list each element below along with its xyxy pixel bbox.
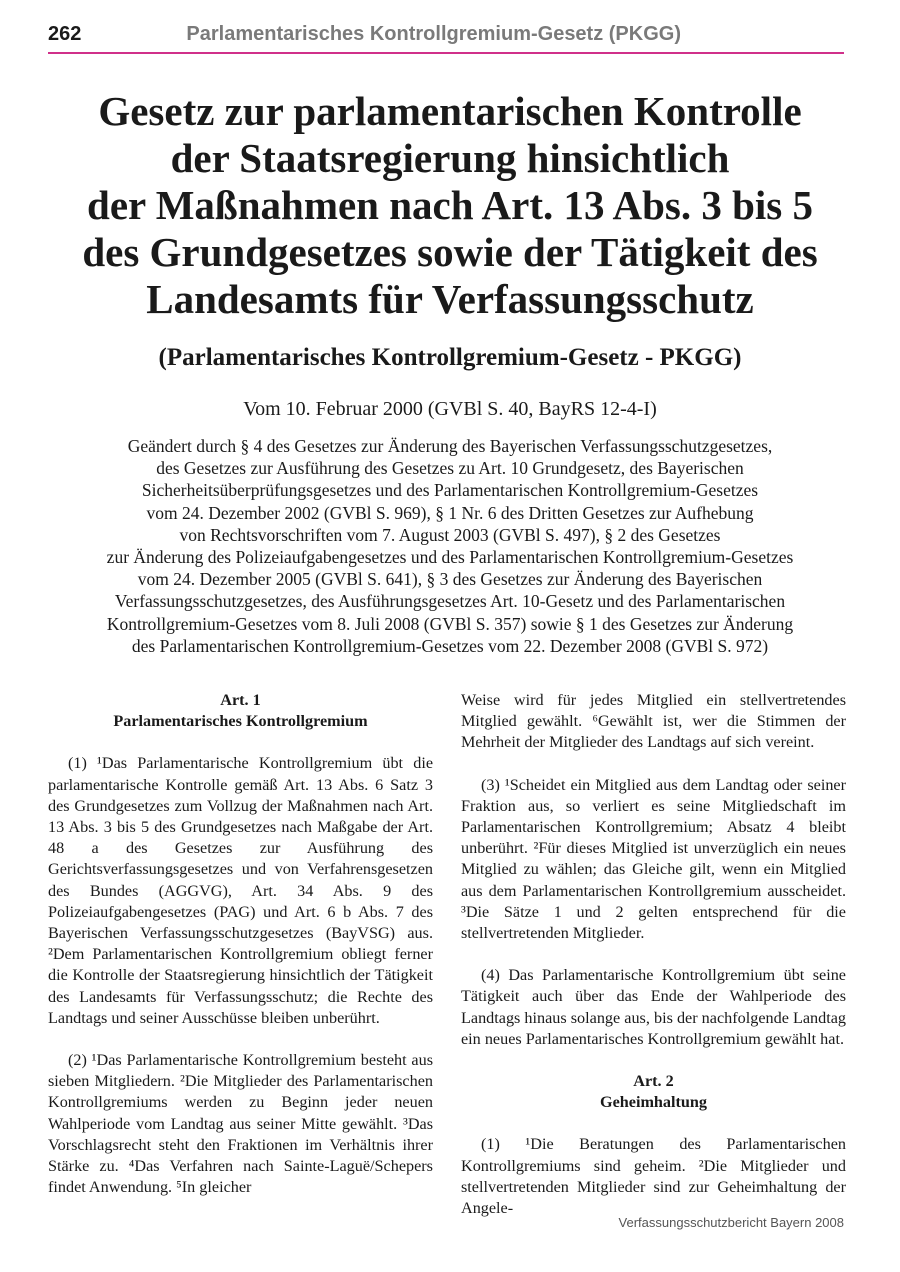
article-1-paragraph-2-continued: Weise wird für jedes Mitglied ein stellvertretendes Mitglied gewählt. ⁶Gewählt ist, wer die Stimmen der Mehrheit der Mitglieder des Landtags auf sich vereint. (461, 691, 846, 752)
left-column (48, 690, 433, 1198)
amendment-line: Verfassungsschutzgesetzes, des Ausführungsgesetzes Art. 10-Gesetz und des Parlamentarischen (114, 591, 786, 612)
amendment-line: Sicherheitsüberprüfungsgesetzes und des Parlamentarischen Kontrollgremium-Gesetzes (141, 480, 759, 501)
title-line: Landesamts für Verfassungsschutz (146, 276, 754, 322)
article-1-heading: Art. 1 (220, 691, 261, 709)
amendment-line: von Rechtsvorschriften vom 7. August 2003 (GVBl S. 497), § 2 des Gesetzes (179, 524, 721, 545)
article-2-paragraph-1: (1) ¹Die Beratungen des Parlamentarischen Kontrollgremiums sind geheim. ²Die Mitglieder und stellvertretenden Mitglieder sind zur Geheimhaltung der Angele- (461, 1135, 846, 1218)
article-2-heading: Art. 2 (633, 1072, 674, 1091)
page-number: 262 (48, 23, 82, 45)
amendment-line: Geändert durch § 4 des Gesetzes zur Änderung des Bayerischen Verfassungsschutzgesetzes, (127, 436, 773, 456)
amendment-line: des Gesetzes zur Ausführung des Gesetzes zu Art. 10 Grundgesetz, des Bayerischen (156, 458, 744, 479)
article-2-subheading: Geheimhaltung (599, 1093, 708, 1112)
document-subtitle: (Parlamentarisches Kontrollgremium-Gesetz - PKGG) (158, 344, 742, 371)
page-footer: Verfassungsschutzbericht Bayern 2008 (618, 1215, 844, 1230)
running-title: Parlamentarisches Kontrollgremium-Gesetz (PKGG) (186, 23, 681, 45)
amendment-line: des Parlamentarischen Kontrollgremium-Gesetzes vom 22. Dezember 2008 (GVBl S. 972) (131, 635, 769, 656)
title-line: der Maßnahmen nach Art. 13 Abs. 3 bis 5 (87, 182, 813, 228)
right-column (461, 690, 846, 1219)
document-title (30, 88, 870, 323)
title-line: des Grundgesetzes sowie der Tätigkeit des (82, 229, 818, 275)
title-line: der Staatsregierung hinsichtlich (170, 135, 730, 181)
running-header (48, 22, 844, 54)
article-1-paragraph-3: (3) ¹Scheidet ein Mitglied aus dem Landtag oder seiner Fraktion aus, so verliert es seine Mitgliedschaft im Parlamentarischen Kontrollgremium; Absatz 4 bleibt unberührt. ²Für dieses Mitglied ist unverzüglich ein neues Mitglied zu wählen; das Gleiche gilt, wenn ein Mitglied aus dem Parlamentarischen Kontrollgremium ausscheidet. ³Die Sätze 1 und 2 gelten entsprechend für die stellvertretenden Mitglieder. (461, 775, 846, 943)
article-1-subheading: Parlamentarisches Kontrollgremium (113, 712, 368, 731)
title-line: Gesetz zur parlamentarischen Kontrolle (98, 88, 802, 134)
amendment-line: vom 24. Dezember 2005 (GVBl S. 641), § 3 des Gesetzes zur Änderung des Bayerischen (137, 569, 763, 590)
amendment-line: zur Änderung des Polizeiaufgabengesetzes und des Parlamentarischen Kontrollgremium-Gesetzes (106, 547, 794, 568)
article-1-paragraph-4: (4) Das Parlamentarische Kontrollgremium übt seine Tätigkeit auch über das Ende der Wahlperiode des Landtags hinaus solange aus, bis der nachfolgende Landtag ein neues Parlamentarisches Kontrollgremium gewählt hat. (461, 966, 846, 1048)
amendment-note (40, 435, 860, 657)
article-1-paragraph-1: (1) ¹Das Parlamentarische Kontrollgremium übt die parlamentarische Kontrolle gemäß Art. 13 Abs. 6 Satz 3 des Grundgesetzes zum Vollzug der Maßnahmen nach Art. 13 Abs. 3 bis 5 des Grundgesetzes nach Maßgabe der Art. 48 a des Gesetzes zur Ausführung des Gerichtsverfassungsgesetzes und von Verfahrensgesetzen des Bundes (AGGVG), Art. 34 Abs. 9 des Polizeiaufgabengesetzes (PAG) und Art. 6 b Abs. 7 des Bayerischen Verfassungsschutzgesetzes (BayVSG) aus. ²Dem Parlamentarischen Kontrollgremium obliegt ferner die Kontrolle der Staatsregierung hinsichtlich der Tätigkeit des Landesamts für Verfassungsschutz; die Rechte des Landtags und seiner Ausschüsse bleiben unberührt. (48, 754, 433, 1027)
article-1-paragraph-2: (2) ¹Das Parlamentarische Kontrollgremium besteht aus sieben Mitgliedern. ²Die Mitglieder des Parlamentarischen Kontrollgremiums werden zu Beginn jeder neuen Wahlperiode vom Landtag aus seiner Mitte gewählt. ³Das Vorschlagsrecht steht den Fraktionen im Verhältnis ihrer Stärke zu. ⁴Das Verfahren nach Sainte-Laguë/Schepers findet Anwendung. ⁵In gleicher (48, 1051, 433, 1197)
amendment-line: Kontrollgremium-Gesetzes vom 8. Juli 2008 (GVBl S. 357) sowie § 1 des Gesetzes zur Änderung (106, 613, 794, 634)
amendment-line: vom 24. Dezember 2002 (GVBl S. 969), § 1 Nr. 6 des Dritten Gesetzes zur Aufhebung (146, 502, 754, 523)
enactment-date: Vom 10. Februar 2000 (GVBl S. 40, BayRS 12-4-I) (243, 398, 657, 420)
